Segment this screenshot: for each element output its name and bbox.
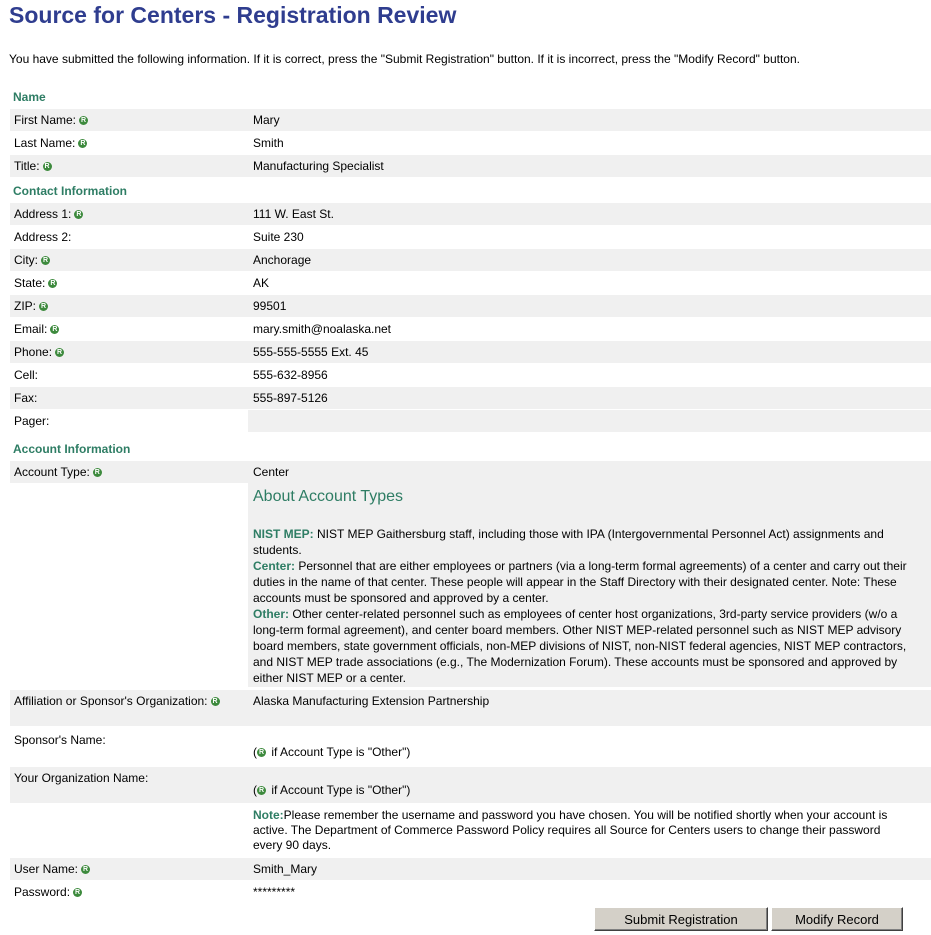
zip-label: ZIP:	[14, 299, 37, 313]
pager-value	[248, 410, 931, 432]
nist-mep-term: NIST MEP:	[253, 527, 314, 541]
row-phone	[10, 341, 931, 363]
section-account-heading: Account Information	[13, 442, 131, 456]
required-icon: R	[82, 866, 89, 874]
address-1-label: Address 1:	[14, 207, 72, 221]
zip-value: 99501	[248, 295, 931, 317]
row-affiliation	[10, 690, 931, 726]
note-text: Please remember the username and password you have chosen. You will be notified shortly when your account is active. The Department of Commerce Password Policy requires all Source for Centers users to change their password every 90 days.	[253, 808, 888, 852]
required-icon: R	[40, 303, 47, 311]
first-name-label: First Name:	[14, 113, 77, 127]
row-state	[10, 272, 931, 294]
required-icon: R	[52, 326, 58, 334]
address-2-value: Suite 230	[253, 230, 304, 244]
required-icon: R	[75, 889, 81, 897]
organization-name-hint: if Account Type is "Other")	[268, 783, 411, 797]
address-2-label: Address 2:	[14, 230, 72, 244]
row-email	[10, 318, 931, 340]
sponsor-name-label: Sponsor's Name:	[14, 733, 106, 747]
center-term: Center:	[253, 559, 296, 573]
organization-name-label: Your Organization Name:	[14, 771, 149, 785]
row-user-name	[10, 858, 931, 880]
row-organization-name	[10, 767, 931, 803]
password-value: *********	[253, 885, 296, 899]
address-1-value: 111 W. East St.	[248, 203, 931, 225]
row-title	[10, 155, 931, 177]
modify-record-button[interactable]: Modify Record	[771, 907, 903, 931]
phone-label: Phone:	[14, 345, 53, 359]
about-account-types-title: About Account Types	[253, 488, 404, 505]
row-password	[10, 881, 931, 903]
row-cell	[10, 364, 931, 386]
nist-mep-description: NIST MEP Gaithersburg staff, including those with IPA (Intergovernmental Personnel Act) assignments and students.	[253, 527, 884, 557]
last-name-value: Smith	[253, 136, 284, 150]
paren-open: (	[253, 783, 257, 797]
row-last-name	[10, 132, 931, 154]
required-icon: R	[76, 211, 82, 219]
row-first-name	[10, 109, 931, 131]
city-value: Anchorage	[248, 249, 931, 271]
account-type-label: Account Type:	[14, 465, 90, 479]
required-icon: R	[42, 257, 49, 265]
state-value: AK	[253, 276, 270, 290]
sponsor-name-hint: if Account Type is "Other")	[268, 745, 411, 759]
required-icon: R	[50, 280, 56, 288]
required-icon: R	[258, 787, 265, 795]
organization-name-value	[248, 767, 931, 803]
title-label: Title:	[14, 159, 40, 173]
sponsor-name-value	[248, 729, 931, 765]
phone-value: 555-555-5555 Ext. 45	[248, 341, 931, 363]
affiliation-label: Affiliation or Sponsor's Organization:	[14, 694, 208, 708]
email-label: Email:	[14, 322, 48, 336]
state-label: State:	[14, 276, 46, 290]
required-icon: R	[80, 117, 87, 125]
submit-registration-button[interactable]: Submit Registration	[594, 907, 768, 931]
email-value: mary.smith@noalaska.net	[253, 322, 392, 336]
password-label: Password:	[14, 885, 71, 899]
section-contact-heading: Contact Information	[13, 184, 127, 198]
row-account-type	[10, 461, 931, 483]
about-account-types-text	[253, 526, 908, 686]
row-zip	[10, 295, 931, 317]
fax-value: 555-897-5126	[248, 387, 931, 409]
paren-open: (	[253, 745, 257, 759]
pager-label: Pager:	[14, 414, 50, 428]
required-icon: R	[80, 140, 86, 148]
required-icon: R	[44, 163, 50, 171]
intro-text: You have submitted the following information. If it is correct, press the "Submit Registration" button. If it is incorrect, press the "Modify Record" button.	[9, 52, 800, 66]
row-address-2	[10, 226, 931, 248]
first-name-value: Mary	[248, 109, 931, 131]
center-description: Personnel that are either employees or partners (via a long-term formal agreements) of a center and carry out their duties in the name of that center. These people will appear in the Staff Directory with their designated center. Note: These accounts must be sponsored and approved by a center.	[253, 559, 907, 605]
required-icon: R	[57, 349, 63, 357]
title-value: Manufacturing Specialist	[248, 155, 931, 177]
other-term: Other:	[253, 607, 289, 621]
cell-label: Cell:	[14, 368, 39, 382]
page-title: Source for Centers - Registration Review	[9, 2, 457, 28]
other-description: Other center-related personnel such as employees of center host organizations, 3rd-party service providers (w/o a long-term formal agreement), and center board members. Other NIST MEP-related personnel such as NIST MEP advisory board members, state government officials, non-MEP divisions of NIST, non-NIST federal agencies, NIST MEP contractors, and NIST MEP trade associations (e.g., The Modernization Forum). These accounts must be sponsored and approved by either NIST MEP or a center.	[253, 607, 907, 685]
required-icon: R	[94, 469, 100, 477]
fax-label: Fax:	[14, 391, 38, 405]
required-icon: R	[258, 749, 265, 757]
account-type-value: Center	[248, 461, 931, 483]
city-label: City:	[14, 253, 38, 267]
row-address-1	[10, 203, 931, 225]
user-name-value: Smith_Mary	[248, 858, 931, 880]
row-sponsor-name	[10, 729, 931, 765]
section-name-heading: Name	[13, 90, 46, 104]
last-name-label: Last Name:	[14, 136, 76, 150]
user-name-label: User Name:	[14, 862, 79, 876]
row-fax	[10, 387, 931, 409]
row-pager	[10, 410, 931, 432]
password-note	[253, 808, 908, 853]
row-city	[10, 249, 931, 271]
affiliation-value: Alaska Manufacturing Extension Partnership	[248, 690, 931, 726]
cell-value: 555-632-8956	[253, 368, 328, 382]
required-icon: R	[212, 698, 218, 706]
note-term: Note:	[253, 808, 284, 822]
